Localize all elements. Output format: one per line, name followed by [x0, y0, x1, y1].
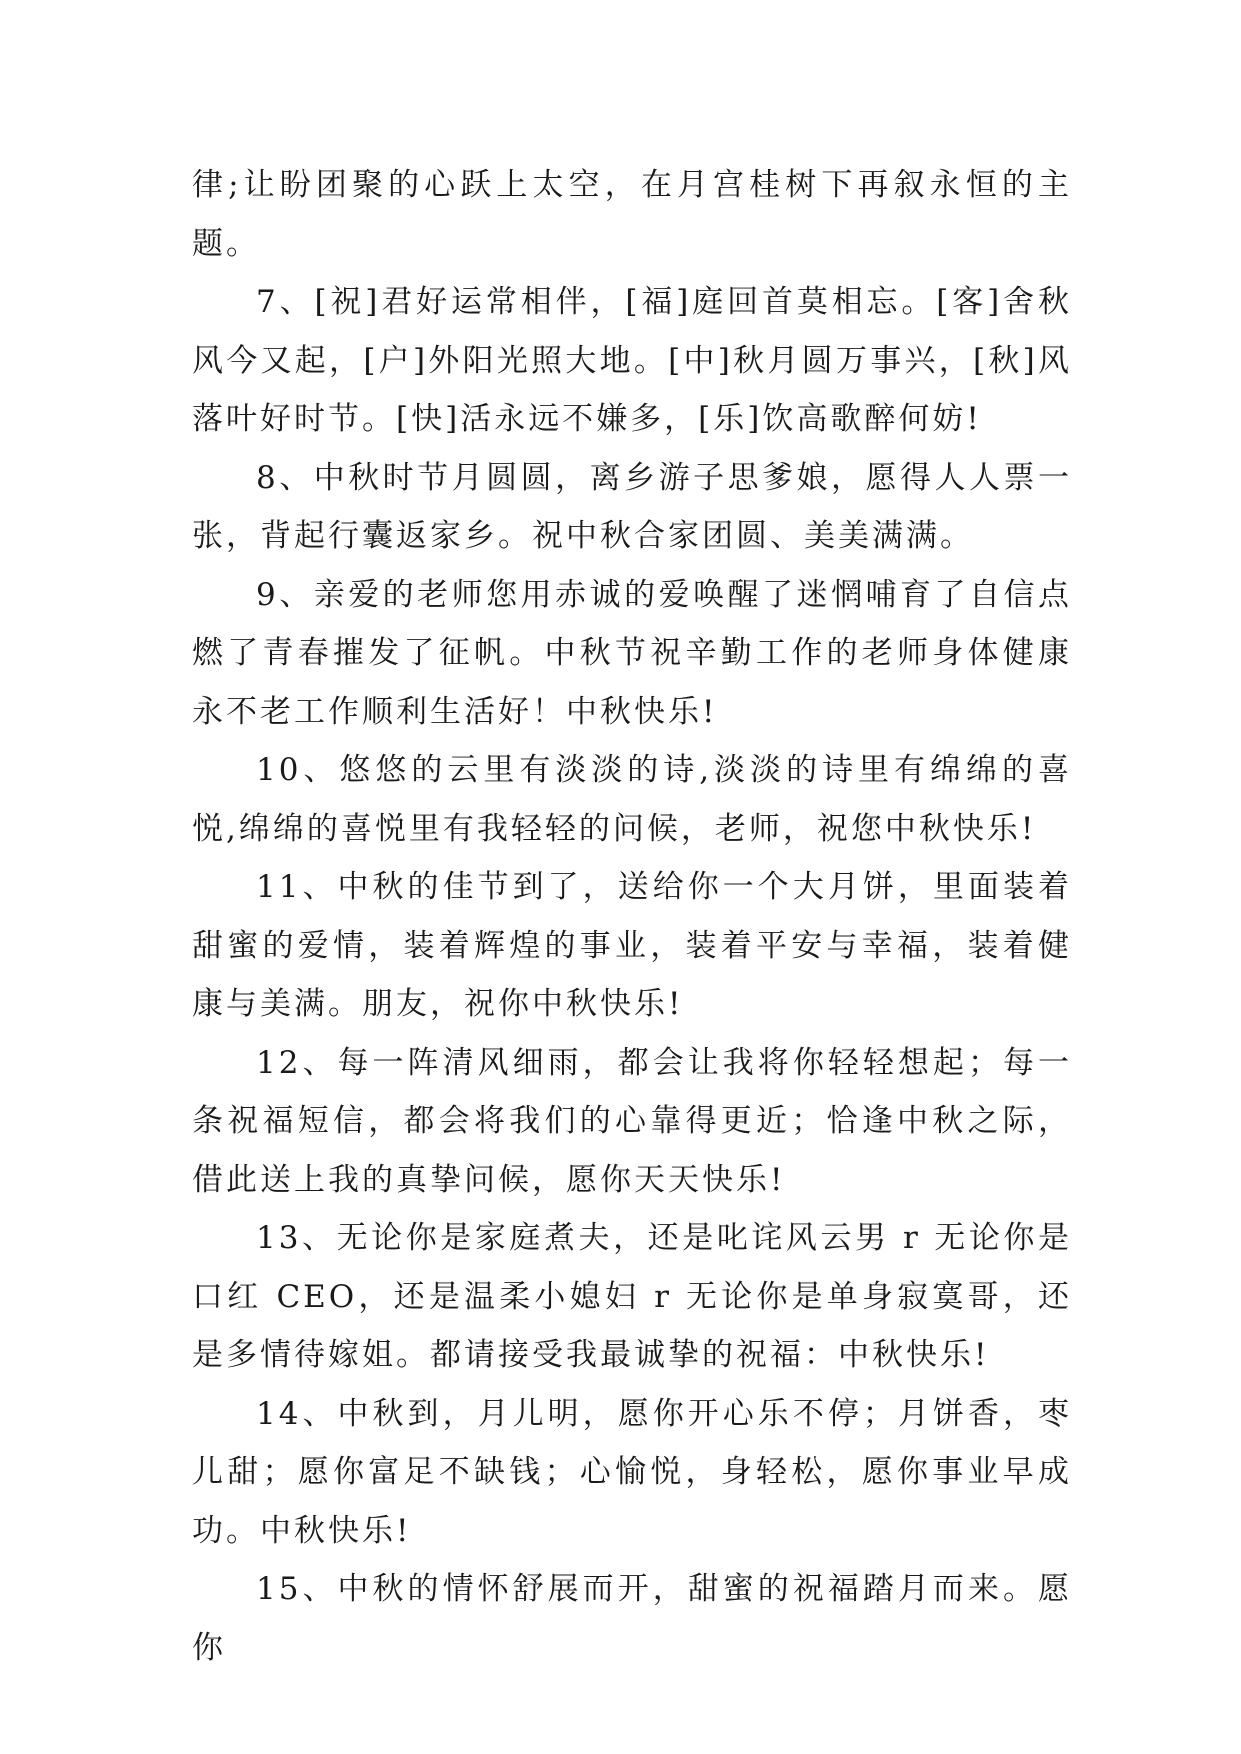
paragraph-15: 15、中秋的情怀舒展而开，甜蜜的祝福踏月而来。愿你: [192, 1571, 1072, 1666]
paragraph-8: 8、中秋时节月圆圆，离乡游子思爹娘，愿得人人票一张，背起行囊返家乡。祝中秋合家团圆、美美满满。: [192, 459, 1072, 554]
document-body: [192, 156, 1072, 1677]
paragraph-13: 13、无论你是家庭煮夫，还是叱诧风云男 r 无论你是口红 CEO，还是温柔小媳妇 r 无论你是单身寂寞哥，还是多情待嫁姐。都请接受我最诚挚的祝福：中秋快乐!: [192, 1220, 1072, 1373]
paragraph-12: 12、每一阵清风细雨，都会让我将你轻轻想起；每一条祝福短信，都会将我们的心靠得更近；恰逢中秋之际，借此送上我的真挚问候，愿你天天快乐!: [192, 1044, 1072, 1198]
paragraph-10: 10、悠悠的云里有淡淡的诗,淡淡的诗里有绵绵的喜悦,绵绵的喜悦里有我轻轻的问候，老师，祝您中秋快乐!: [192, 752, 1072, 847]
paragraph-7: 7、[祝]君好运常相伴，[福]庭回首莫相忘。[客]舍秋风今又起，[户]外阳光照大地。[中]秋月圆万事兴，[秋]风落叶好时节。[快]活永远不嫌多，[乐]饮高歌醉何妨!: [192, 284, 1072, 437]
paragraph-14: 14、中秋到，月儿明，愿你开心乐不停；月饼香，枣儿甜；愿你富足不缺钱；心愉悦，身轻松，愿你事业早成功。中秋快乐!: [192, 1395, 1072, 1549]
paragraph-9: 9、亲爱的老师您用赤诚的爱唤醒了迷惘哺育了自信点燃了青春摧发了征帆。中秋节祝辛勤工作的老师身体健康永不老工作顺利生活好！中秋快乐!: [192, 576, 1072, 730]
paragraph-11: 11、中秋的佳节到了，送给你一个大月饼，里面装着甜蜜的爱情，装着辉煌的事业，装着平安与幸福，装着健康与美满。朋友，祝你中秋快乐!: [192, 869, 1072, 1022]
paragraph-continued: 律;让盼团聚的心跃上太空，在月宫桂树下再叙永恒的主题。: [192, 167, 1072, 262]
